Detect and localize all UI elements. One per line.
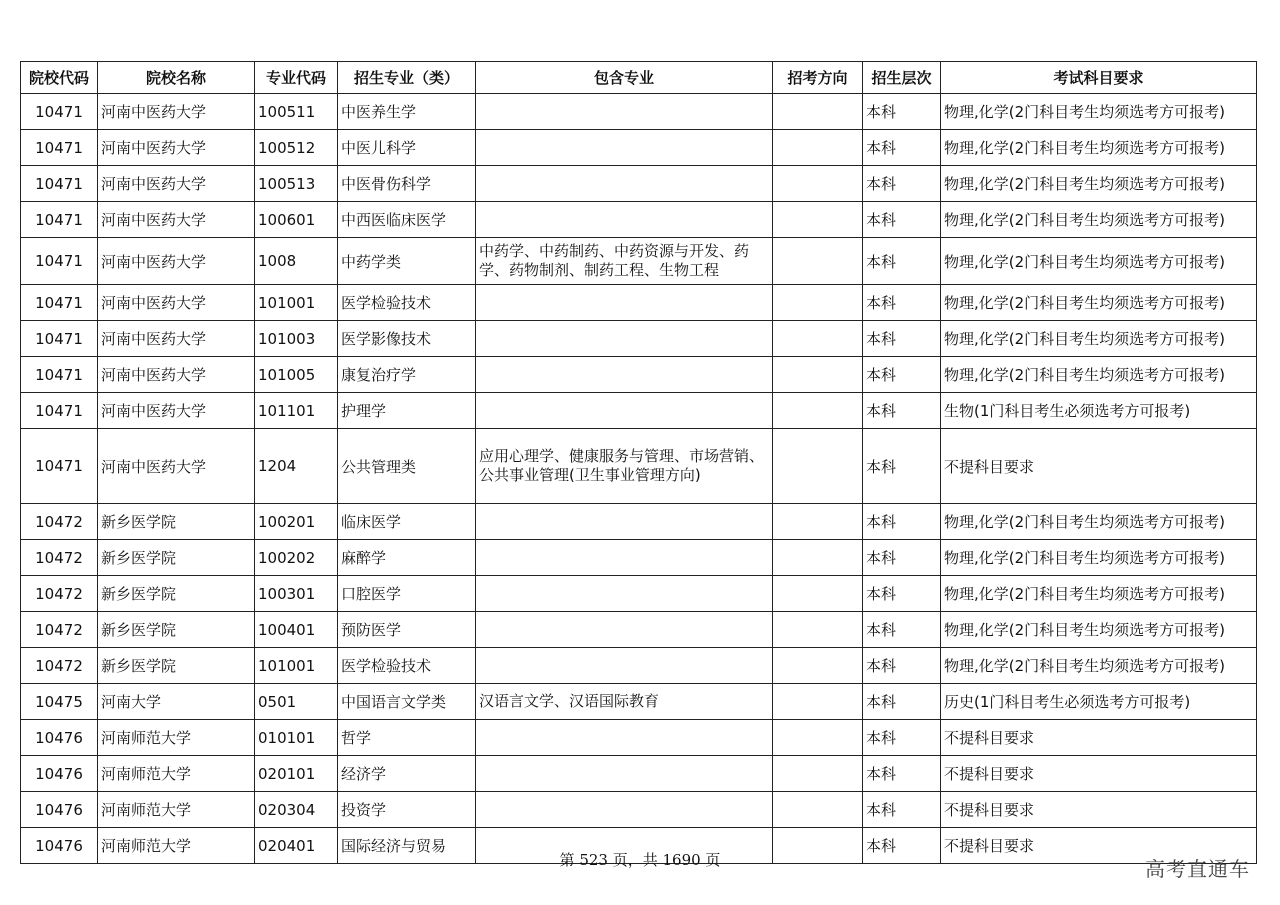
direction-cell: [773, 720, 863, 756]
major-cell: 中国语言文学类: [338, 684, 476, 720]
table-row: [21, 429, 1257, 504]
major-code-cell: 101101: [255, 393, 338, 429]
direction-cell: [773, 648, 863, 684]
major-code-cell: 100201: [255, 504, 338, 540]
header-school-name: 院校名称: [98, 62, 255, 94]
school-name-cell: 新乡医学院: [98, 504, 255, 540]
included-majors-cell: 汉语言文学、汉语国际教育: [476, 684, 773, 720]
level-cell: 本科: [863, 166, 941, 202]
subject-requirement-cell: 物理,化学(2门科目考生均须选考方可报考): [941, 202, 1257, 238]
major-code-cell: 010101: [255, 720, 338, 756]
direction-cell: [773, 357, 863, 393]
subject-requirement-cell: 生物(1门科目考生必须选考方可报考): [941, 393, 1257, 429]
school-name-cell: 河南中医药大学: [98, 238, 255, 285]
included-majors-cell: [476, 792, 773, 828]
direction-cell: [773, 504, 863, 540]
level-cell: 本科: [863, 321, 941, 357]
included-majors-cell: [476, 166, 773, 202]
included-majors-cell: [476, 393, 773, 429]
table-row: [21, 792, 1257, 828]
major-code-cell: 0501: [255, 684, 338, 720]
watermark-text: 高考直通车: [1145, 857, 1250, 881]
level-cell: 本科: [863, 393, 941, 429]
school-code-cell: 10472: [21, 612, 98, 648]
major-cell: 麻醉学: [338, 540, 476, 576]
school-name-cell: 河南中医药大学: [98, 202, 255, 238]
major-code-cell: 020101: [255, 756, 338, 792]
major-code-cell: 1008: [255, 238, 338, 285]
table-row: [21, 684, 1257, 720]
major-code-cell: 100513: [255, 166, 338, 202]
table-header-row: [21, 62, 1257, 94]
school-name-cell: 河南师范大学: [98, 792, 255, 828]
major-code-cell: 1204: [255, 429, 338, 504]
level-cell: 本科: [863, 576, 941, 612]
subject-requirement-cell: 历史(1门科目考生必须选考方可报考): [941, 684, 1257, 720]
major-code-cell: 101001: [255, 648, 338, 684]
table-row: [21, 576, 1257, 612]
table-row: [21, 94, 1257, 130]
school-code-cell: 10471: [21, 130, 98, 166]
school-code-cell: 10472: [21, 648, 98, 684]
header-level: 招生层次: [863, 62, 941, 94]
school-code-cell: 10472: [21, 504, 98, 540]
school-code-cell: 10471: [21, 238, 98, 285]
major-code-cell: 020401: [255, 828, 338, 864]
school-code-cell: 10471: [21, 94, 98, 130]
included-majors-cell: 中药学、中药制药、中药资源与开发、药学、药物制剂、制药工程、生物工程: [476, 238, 773, 285]
header-major-code: 专业代码: [255, 62, 338, 94]
table-row: [21, 130, 1257, 166]
major-cell: 中药学类: [338, 238, 476, 285]
level-cell: 本科: [863, 285, 941, 321]
school-code-cell: 10472: [21, 576, 98, 612]
major-code-cell: 101001: [255, 285, 338, 321]
major-cell: 医学影像技术: [338, 321, 476, 357]
level-cell: 本科: [863, 130, 941, 166]
school-code-cell: 10476: [21, 828, 98, 864]
direction-cell: [773, 756, 863, 792]
direction-cell: [773, 321, 863, 357]
header-school-code: 院校代码: [21, 62, 98, 94]
major-cell: 口腔医学: [338, 576, 476, 612]
school-name-cell: 河南中医药大学: [98, 285, 255, 321]
major-code-cell: 100301: [255, 576, 338, 612]
major-cell: 国际经济与贸易: [338, 828, 476, 864]
included-majors-cell: [476, 612, 773, 648]
direction-cell: [773, 792, 863, 828]
header-subject-requirement: 考试科目要求: [941, 62, 1257, 94]
subject-requirement-cell: 物理,化学(2门科目考生均须选考方可报考): [941, 540, 1257, 576]
major-cell: 中医骨伤科学: [338, 166, 476, 202]
included-majors-cell: [476, 285, 773, 321]
school-name-cell: 新乡医学院: [98, 612, 255, 648]
school-name-cell: 河南大学: [98, 684, 255, 720]
subject-requirement-cell: 不提科目要求: [941, 756, 1257, 792]
level-cell: 本科: [863, 429, 941, 504]
major-code-cell: 020304: [255, 792, 338, 828]
enrollment-table: [20, 61, 1257, 864]
school-code-cell: 10471: [21, 393, 98, 429]
school-code-cell: 10471: [21, 285, 98, 321]
major-code-cell: 100202: [255, 540, 338, 576]
major-cell: 投资学: [338, 792, 476, 828]
direction-cell: [773, 130, 863, 166]
major-cell: 经济学: [338, 756, 476, 792]
school-code-cell: 10471: [21, 202, 98, 238]
school-code-cell: 10476: [21, 756, 98, 792]
school-code-cell: 10471: [21, 321, 98, 357]
school-name-cell: 河南师范大学: [98, 720, 255, 756]
major-cell: 预防医学: [338, 612, 476, 648]
table-row: [21, 357, 1257, 393]
direction-cell: [773, 238, 863, 285]
level-cell: 本科: [863, 202, 941, 238]
school-code-cell: 10472: [21, 540, 98, 576]
included-majors-cell: 应用心理学、健康服务与管理、市场营销、公共事业管理(卫生事业管理方向): [476, 429, 773, 504]
school-name-cell: 河南中医药大学: [98, 166, 255, 202]
major-cell: 公共管理类: [338, 429, 476, 504]
level-cell: 本科: [863, 238, 941, 285]
major-code-cell: 101005: [255, 357, 338, 393]
major-cell: 康复治疗学: [338, 357, 476, 393]
included-majors-cell: [476, 202, 773, 238]
school-name-cell: 新乡医学院: [98, 648, 255, 684]
school-name-cell: 河南中医药大学: [98, 429, 255, 504]
included-majors-cell: [476, 357, 773, 393]
subject-requirement-cell: 物理,化学(2门科目考生均须选考方可报考): [941, 238, 1257, 285]
included-majors-cell: [476, 94, 773, 130]
table-row: [21, 393, 1257, 429]
table-row: [21, 166, 1257, 202]
major-cell: 医学检验技术: [338, 648, 476, 684]
level-cell: 本科: [863, 720, 941, 756]
major-cell: 护理学: [338, 393, 476, 429]
subject-requirement-cell: 物理,化学(2门科目考生均须选考方可报考): [941, 94, 1257, 130]
table-row: [21, 540, 1257, 576]
subject-requirement-cell: 物理,化学(2门科目考生均须选考方可报考): [941, 130, 1257, 166]
major-code-cell: 100512: [255, 130, 338, 166]
school-name-cell: 河南师范大学: [98, 756, 255, 792]
table-row: [21, 285, 1257, 321]
major-cell: 哲学: [338, 720, 476, 756]
school-name-cell: 河南中医药大学: [98, 130, 255, 166]
level-cell: 本科: [863, 94, 941, 130]
level-cell: 本科: [863, 792, 941, 828]
subject-requirement-cell: 不提科目要求: [941, 828, 1257, 864]
major-cell: 中医儿科学: [338, 130, 476, 166]
level-cell: 本科: [863, 357, 941, 393]
level-cell: 本科: [863, 540, 941, 576]
table-row: [21, 504, 1257, 540]
direction-cell: [773, 429, 863, 504]
school-name-cell: 河南中医药大学: [98, 321, 255, 357]
included-majors-cell: [476, 720, 773, 756]
subject-requirement-cell: 物理,化学(2门科目考生均须选考方可报考): [941, 285, 1257, 321]
table-row: [21, 321, 1257, 357]
subject-requirement-cell: 物理,化学(2门科目考生均须选考方可报考): [941, 321, 1257, 357]
major-cell: 临床医学: [338, 504, 476, 540]
included-majors-cell: [476, 321, 773, 357]
direction-cell: [773, 393, 863, 429]
major-cell: 中医养生学: [338, 94, 476, 130]
direction-cell: [773, 576, 863, 612]
school-name-cell: 河南师范大学: [98, 828, 255, 864]
table-row: [21, 756, 1257, 792]
table-row: [21, 202, 1257, 238]
school-name-cell: 新乡医学院: [98, 576, 255, 612]
header-included-majors: 包含专业: [476, 62, 773, 94]
subject-requirement-cell: 物理,化学(2门科目考生均须选考方可报考): [941, 504, 1257, 540]
table-row: [21, 648, 1257, 684]
included-majors-cell: [476, 540, 773, 576]
school-code-cell: 10476: [21, 792, 98, 828]
table-row: [21, 238, 1257, 285]
school-code-cell: 10471: [21, 429, 98, 504]
major-code-cell: 101003: [255, 321, 338, 357]
level-cell: 本科: [863, 684, 941, 720]
subject-requirement-cell: 物理,化学(2门科目考生均须选考方可报考): [941, 648, 1257, 684]
subject-requirement-cell: 物理,化学(2门科目考生均须选考方可报考): [941, 357, 1257, 393]
included-majors-cell: [476, 648, 773, 684]
header-direction: 招考方向: [773, 62, 863, 94]
major-code-cell: 100511: [255, 94, 338, 130]
direction-cell: [773, 94, 863, 130]
direction-cell: [773, 202, 863, 238]
level-cell: 本科: [863, 648, 941, 684]
table-row: [21, 720, 1257, 756]
level-cell: 本科: [863, 612, 941, 648]
school-code-cell: 10475: [21, 684, 98, 720]
school-name-cell: 河南中医药大学: [98, 393, 255, 429]
level-cell: 本科: [863, 828, 941, 864]
school-code-cell: 10471: [21, 166, 98, 202]
school-code-cell: 10476: [21, 720, 98, 756]
major-cell: 医学检验技术: [338, 285, 476, 321]
table-row: [21, 612, 1257, 648]
major-code-cell: 100401: [255, 612, 338, 648]
direction-cell: [773, 285, 863, 321]
direction-cell: [773, 684, 863, 720]
subject-requirement-cell: 物理,化学(2门科目考生均须选考方可报考): [941, 576, 1257, 612]
major-code-cell: 100601: [255, 202, 338, 238]
level-cell: 本科: [863, 504, 941, 540]
subject-requirement-cell: 不提科目要求: [941, 720, 1257, 756]
included-majors-cell: [476, 130, 773, 166]
included-majors-cell: [476, 576, 773, 612]
subject-requirement-cell: 物理,化学(2门科目考生均须选考方可报考): [941, 166, 1257, 202]
page-number: 第 523 页，共 1690 页: [559, 851, 721, 869]
school-code-cell: 10471: [21, 357, 98, 393]
level-cell: 本科: [863, 756, 941, 792]
subject-requirement-cell: 不提科目要求: [941, 792, 1257, 828]
direction-cell: [773, 540, 863, 576]
direction-cell: [773, 166, 863, 202]
subject-requirement-cell: 不提科目要求: [941, 429, 1257, 504]
school-name-cell: 新乡医学院: [98, 540, 255, 576]
school-name-cell: 河南中医药大学: [98, 357, 255, 393]
school-name-cell: 河南中医药大学: [98, 94, 255, 130]
subject-requirement-cell: 物理,化学(2门科目考生均须选考方可报考): [941, 612, 1257, 648]
direction-cell: [773, 612, 863, 648]
included-majors-cell: [476, 756, 773, 792]
included-majors-cell: [476, 504, 773, 540]
header-major: 招生专业（类）: [338, 62, 476, 94]
major-cell: 中西医临床医学: [338, 202, 476, 238]
